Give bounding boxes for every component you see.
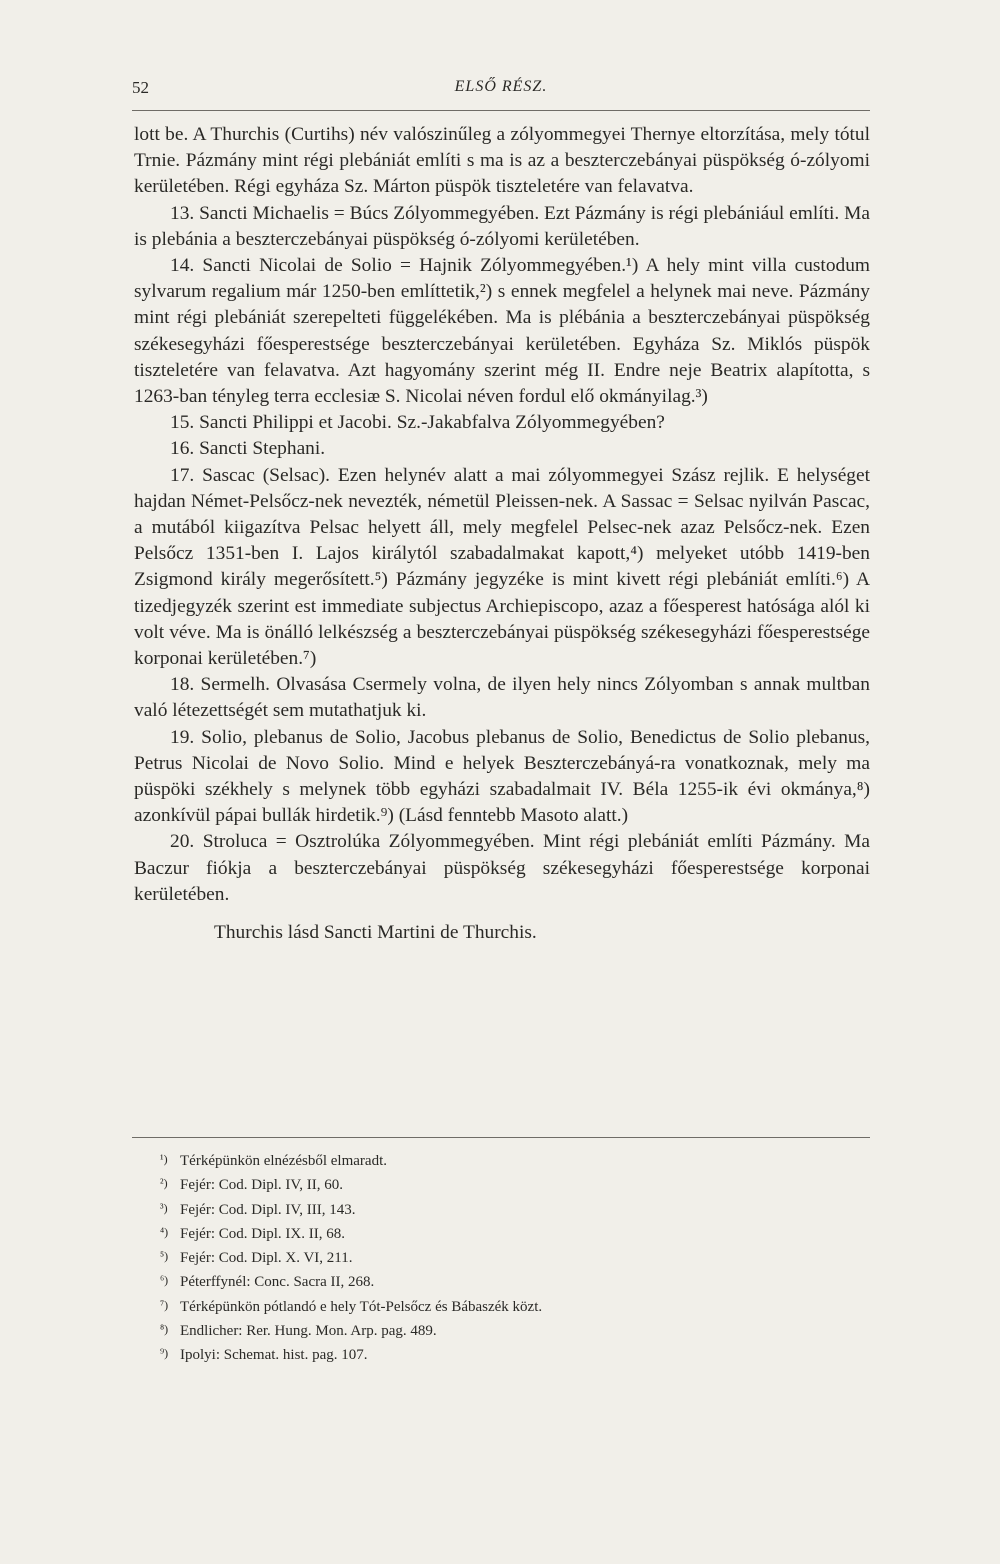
- running-head: ELSŐ RÉSZ.: [454, 78, 548, 95]
- footnote-text: Péterffynél: Conc. Sacra II, 268.: [180, 1274, 375, 1291]
- footnote: [160, 1172, 840, 1196]
- footnote-mark: ⁸): [160, 1322, 169, 1337]
- header-rule: [132, 110, 870, 111]
- main-text: [134, 122, 870, 946]
- footnote-text: Fejér: Cod. Dipl. X. VI, 211.: [180, 1250, 353, 1267]
- footnote-mark: ⁵): [160, 1249, 169, 1264]
- paragraph: 19. Solio, plebanus de Solio, Jacobus plebanus de Solio, Benedictus de Solio plebanus, Petrus Nicolai de Novo Solio. Mind e helyek Beszterczebányá-ra vonatkoznak, mely ma püspöki székhely s melynek több egyházi szabadalmait IV. Béla 1255-ik évi okmánya,⁸) azonkívül pápai bullák hirdetik.⁹) (Lásd fenntebb Masoto alatt.): [134, 726, 870, 827]
- paragraph: 15. Sancti Philippi et Jacobi. Sz.-Jakabfalva Zólyommegyében?: [170, 412, 665, 434]
- footnotes: [160, 1148, 840, 1367]
- footnote-mark: ⁹): [160, 1346, 169, 1361]
- paragraph: 14. Sancti Nicolai de Solio = Hajnik Zólyommegyében.¹) A hely mint villa custodum sylvarum regalium már 1250-ben említtetik,²) s ennek megfelel a helynek mai neve. Pázmány mint régi plebániát szerepelteti függelékében. Ma is plébánia a beszterczebányai püspökség székesegyházi főesperestsége beszterczebányai kerületében. Egyháza Sz. Miklós püspök tiszteletére van felavatva. Azt hagyomány szerint még II. Endre neje Beatrix alapította, s 1263-ban tényleg terra ecclesiæ S. Nicolai néven fordul elő okmányilag.³): [134, 255, 870, 408]
- footnote-text: Ipolyi: Schemat. hist. pag. 107.: [180, 1347, 368, 1364]
- footnote-mark: ¹): [160, 1152, 168, 1166]
- page-header: [132, 78, 870, 108]
- footnote-text: Fejér: Cod. Dipl. IV, III, 143.: [180, 1201, 356, 1218]
- page-number: 52: [132, 78, 149, 97]
- footnote-mark: ²): [160, 1176, 168, 1191]
- footnote: [160, 1148, 840, 1172]
- footnote-mark: ⁶): [160, 1273, 169, 1288]
- footnote-text: Fejér: Cod. Dipl. IV, II, 60.: [180, 1177, 344, 1194]
- footnote: [160, 1294, 840, 1318]
- footnote: [160, 1197, 840, 1221]
- footnote-mark: ⁷): [160, 1297, 169, 1312]
- paragraph: 16. Sancti Stephani.: [170, 438, 326, 460]
- paragraph: lott be. A Thurchis (Curtihs) név valószinűleg a zólyommegyei Thernye eltorzítása, mely tótul Trnie. Pázmány mint régi plebániát említi s ma is az a beszterczebányai püspökség ó-zólyomi kerületében. Régi egyháza Sz. Márton püspök tiszteletére van felavatva.: [134, 124, 870, 198]
- footnote-text: Térképünkön pótlandó e hely Tót-Pelsőcz és Bábaszék közt.: [180, 1298, 543, 1315]
- footnote-rule: [132, 1137, 870, 1138]
- footnote-mark: ⁴): [160, 1224, 169, 1239]
- paragraph: 17. Sascac (Selsac). Ezen helynév alatt a mai zólyommegyei Szász rejlik. E helységet hajdan Német-Pelsőcz-nek nevezték, németül Pleissen-nek. A Sassac = Selsac nyilván Pascac, a mutából kiigazítva Pelsac helyett áll, mely megfelel Pelsec-nek azaz Pelsőcz-nek. Ezen Pelsőcz 1351-ben I. Lajos királytól szabadalmakat kapott,⁴) melyeket utóbb 1419-ben Zsigmond király megerősített.⁵) Pázmány jegyzéke is mint kivett régi plebániát említi.⁶) A tizedjegyzék szerint est immediate subjectus Archiepiscopo, azaz a főesperest hatósága alól ki volt véve. Ma is önálló lelkészség a beszterczebányai püspökség székesegyházi főesperestsége korponai kerületében.⁷): [134, 464, 870, 670]
- footnote: [160, 1318, 840, 1342]
- footnote: [160, 1245, 840, 1269]
- footnote: [160, 1221, 840, 1245]
- paragraph: Thurchis lásd Sancti Martini de Thurchis.: [214, 922, 537, 944]
- paragraph: 20. Stroluca = Osztrolúka Zólyommegyében. Mint régi plebániát említi Pázmány. Ma Baczur fiókja a beszterczebányai püspökség székesegyházi főesperestsége korponai kerületében.: [134, 831, 870, 905]
- footnote: [160, 1342, 840, 1366]
- footnote-text: Endlicher: Rer. Hung. Mon. Arp. pag. 489.: [180, 1323, 437, 1340]
- footnote-mark: ³): [160, 1200, 168, 1215]
- footnote-text: Fejér: Cod. Dipl. IX. II, 68.: [180, 1225, 345, 1242]
- footnote-text: Térképünkön elnézésből elmaradt.: [180, 1153, 387, 1169]
- paragraph: 13. Sancti Michaelis = Búcs Zólyommegyében. Ezt Pázmány is régi plebániául említi. Ma is plebánia a beszterczebányai püspökség ó-zólyomi kerületében.: [134, 202, 870, 250]
- footnote: [160, 1269, 840, 1293]
- paragraph: 18. Sermelh. Olvasása Csermely volna, de ilyen hely nincs Zólyomban s annak multban való létezettségét sem mutathatjuk ki.: [134, 674, 870, 722]
